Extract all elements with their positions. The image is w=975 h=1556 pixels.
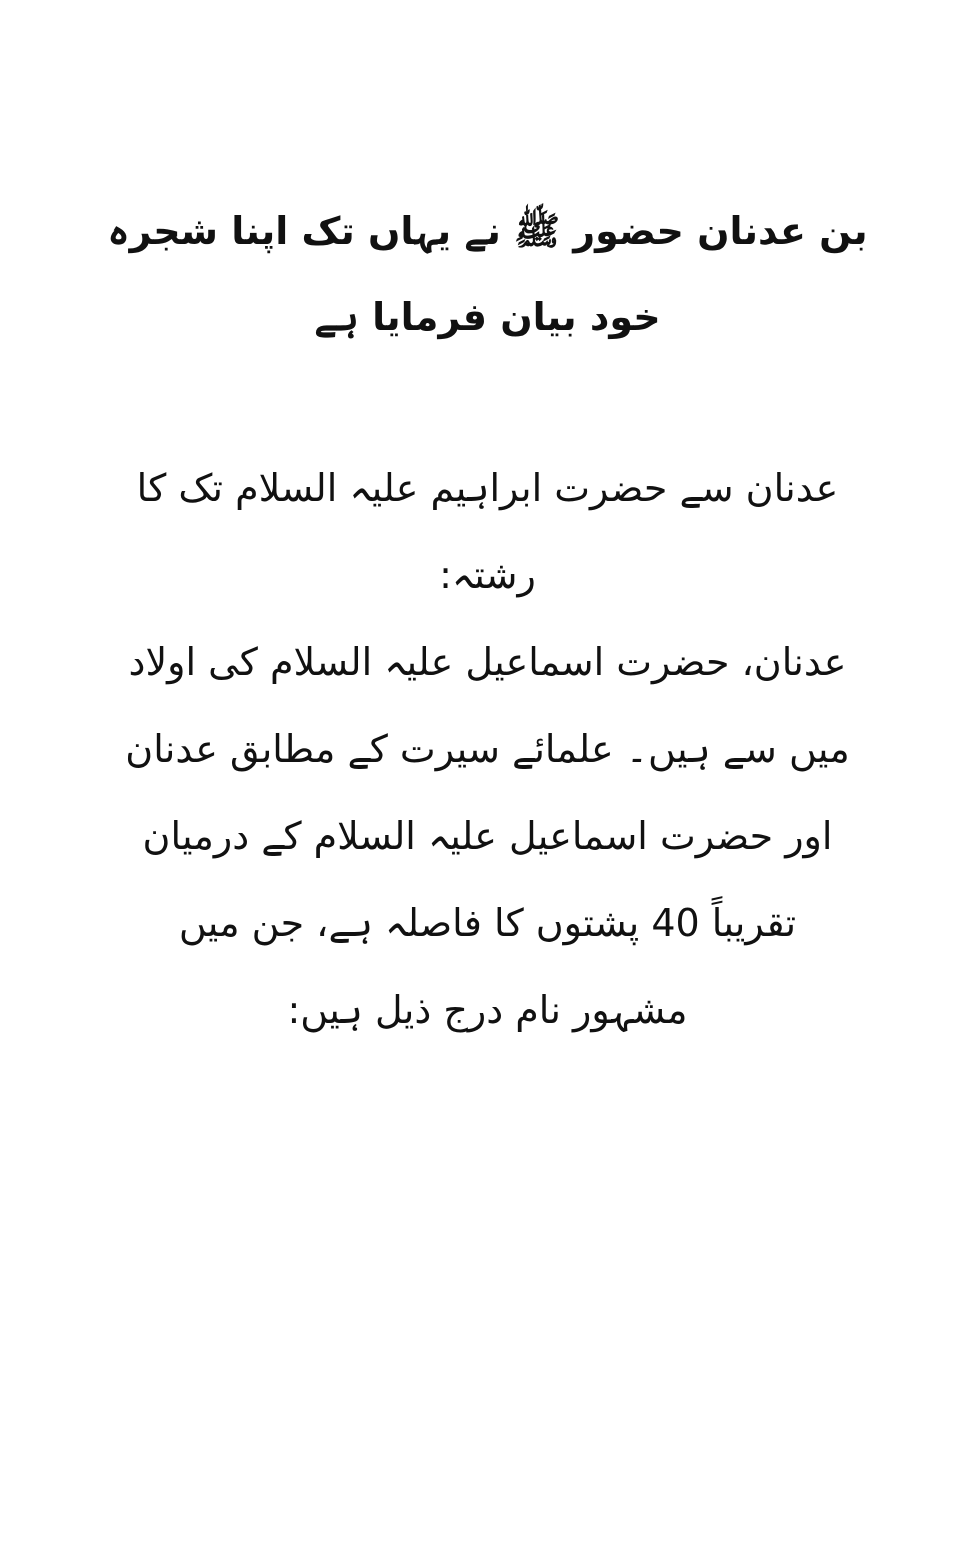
body-line-2: رشتہ: [439, 553, 536, 597]
body-line-1: عدنان سے حضرت ابراہیم علیہ السلام تک کا [136, 466, 839, 510]
body-line-3: عدنان، حضرت اسماعیل علیہ السلام کی اولاد [128, 640, 847, 684]
body-line-5: اور حضرت اسماعیل علیہ السلام کے درمیان [142, 814, 833, 858]
body-paragraph [90, 445, 885, 1054]
heading-line-1: بن عدنان حضور ﷺ نے یہاں تک اپنا شجرہ [107, 209, 868, 253]
body-line-7: مشہور نام درج ذیل ہیں: [287, 988, 688, 1032]
body-line-4: میں سے ہیں۔ علمائے سیرت کے مطابق عدنان [125, 727, 850, 771]
heading-line-2: خود بیان فرمایا ہے [314, 295, 661, 339]
page-heading [90, 188, 885, 360]
body-line-6: تقریباً 40 پشتوں کا فاصلہ ہے، جن میں [178, 901, 797, 945]
